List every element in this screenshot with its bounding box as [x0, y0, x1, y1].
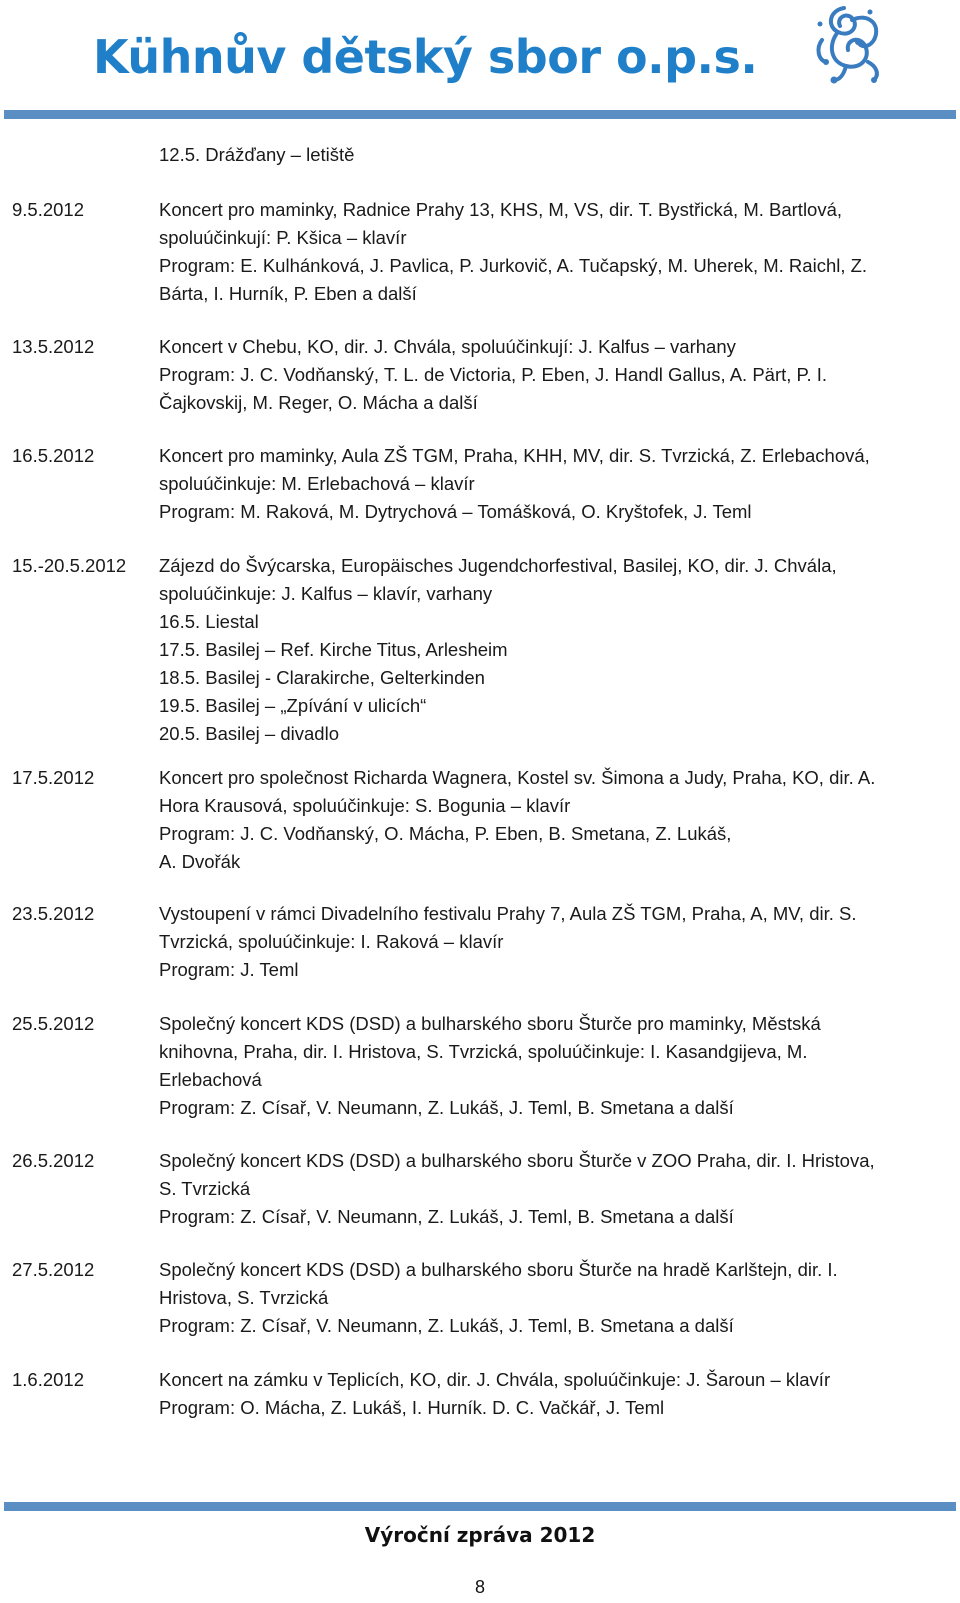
event-date: 13.5.2012: [12, 336, 95, 357]
event-line: Program: Z. Císař, V. Neumann, Z. Lukáš, J. Teml, B. Smetana a další: [159, 1206, 734, 1227]
page-header: [0, 0, 960, 125]
event-description: [159, 552, 959, 748]
event-line: Čajkovskij, M. Reger, O. Mácha a další: [159, 392, 478, 413]
event-line: 20.5. Basilej – divadlo: [159, 723, 339, 744]
event-date: 16.5.2012: [12, 445, 95, 466]
event-line: Společný koncert KDS (DSD) a bulharského sboru Šturče na hradě Karlštejn, dir. I.: [159, 1259, 838, 1280]
event-date: 26.5.2012: [12, 1150, 95, 1171]
event-line: 16.5. Liestal: [159, 611, 259, 632]
event-date: 1.6.2012: [12, 1369, 85, 1390]
event-line: Hora Krausová, spoluúčinkuje: S. Bogunia – klavír: [159, 795, 571, 816]
event-line: Společný koncert KDS (DSD) a bulharského sboru Šturče pro maminky, Městská: [159, 1013, 821, 1034]
event-description: [159, 1010, 959, 1122]
page-number: 8: [474, 1577, 485, 1597]
event-line: Program: J. C. Vodňanský, T. L. de Victoria, P. Eben, J. Handl Gallus, A. Pärt, P. I.: [159, 364, 828, 385]
event-description: [159, 196, 959, 308]
event-description: [159, 442, 959, 526]
event-line: 17.5. Basilej – Ref. Kirche Titus, Arlesheim: [159, 639, 508, 660]
event-date: 23.5.2012: [12, 903, 95, 924]
event-line: Koncert na zámku v Teplicích, KO, dir. J. Chvála, spoluúčinkuje: J. Šaroun – klavír: [159, 1369, 831, 1390]
event-line: Erlebachová: [159, 1069, 262, 1090]
event-line: Hristova, S. Tvrzická: [159, 1287, 329, 1308]
event-line: spoluúčinkují: P. Kšica – klavír: [159, 227, 407, 248]
event-description: [159, 900, 959, 984]
event-line: Program: M. Raková, M. Dytrychová – Tomášková, O. Kryštofek, J. Teml: [159, 501, 752, 522]
report-title: Výroční zpráva 2012: [364, 1523, 596, 1547]
event-line: spoluúčinkuje: M. Erlebachová – klavír: [159, 473, 475, 494]
event-line: 12.5. Drážďany – letiště: [159, 144, 355, 165]
event-line: Zájezd do Švýcarska, Europäisches Jugendchorfestival, Basilej, KO, dir. J. Chvála,: [159, 555, 837, 576]
event-description: [159, 1256, 959, 1340]
event-line: Program: E. Kulhánková, J. Pavlica, P. Jurkovič, A. Tučapský, M. Uherek, M. Raichl, Z.: [159, 255, 868, 276]
treble-clef-flourish-icon: [808, 0, 888, 84]
event-description: [159, 333, 959, 417]
event-line: 18.5. Basilej - Clarakirche, Gelterkinden: [159, 667, 485, 688]
event-line: Program: Z. Císař, V. Neumann, Z. Lukáš, J. Teml, B. Smetana a další: [159, 1097, 734, 1118]
event-line: Program: J. C. Vodňanský, O. Mácha, P. Eben, B. Smetana, Z. Lukáš,: [159, 823, 732, 844]
event-line: Koncert pro společnost Richarda Wagnera, Kostel sv. Šimona a Judy, Praha, KO, dir. A.: [159, 767, 876, 788]
event-date: 15.-20.5.2012: [12, 555, 127, 576]
event-date: 9.5.2012: [12, 199, 85, 220]
event-line: spoluúčinkuje: J. Kalfus – klavír, varhany: [159, 583, 493, 604]
event-line: Program: Z. Císař, V. Neumann, Z. Lukáš, J. Teml, B. Smetana a další: [159, 1315, 734, 1336]
event-description: [159, 1147, 959, 1231]
event-line: Program: O. Mácha, Z. Lukáš, I. Hurník. D. C. Vačkář, J. Teml: [159, 1397, 665, 1418]
event-description: [159, 764, 959, 876]
event-line: Koncert pro maminky, Radnice Prahy 13, KHS, M, VS, dir. T. Bystřická, M. Bartlová,: [159, 199, 843, 220]
event-line: Společný koncert KDS (DSD) a bulharského sboru Šturče v ZOO Praha, dir. I. Hristova,: [159, 1150, 875, 1171]
event-line: S. Tvrzická: [159, 1178, 251, 1199]
event-description: [159, 141, 959, 169]
event-description: [159, 1366, 959, 1422]
organization-title: Kühnův dětský sbor o.p.s.: [93, 30, 758, 84]
footer-divider-bar: [4, 1502, 956, 1511]
event-line: A. Dvořák: [159, 851, 241, 872]
event-line: 19.5. Basilej – „Zpívání v ulicích“: [159, 695, 427, 716]
event-line: Vystoupení v rámci Divadelního festivalu Prahy 7, Aula ZŠ TGM, Praha, A, MV, dir. S.: [159, 903, 857, 924]
event-date: 17.5.2012: [12, 767, 95, 788]
event-line: Program: J. Teml: [159, 959, 299, 980]
event-date: 27.5.2012: [12, 1259, 95, 1280]
header-divider-bar: [4, 110, 956, 119]
event-line: Koncert v Chebu, KO, dir. J. Chvála, spoluúčinkují: J. Kalfus – varhany: [159, 336, 736, 357]
event-date: 25.5.2012: [12, 1013, 95, 1034]
event-line: knihovna, Praha, dir. I. Hristova, S. Tvrzická, spoluúčinkuje: I. Kasandgijeva, M.: [159, 1041, 808, 1062]
event-line: Tvrzická, spoluúčinkuje: I. Raková – klavír: [159, 931, 504, 952]
event-line: Koncert pro maminky, Aula ZŠ TGM, Praha, KHH, MV, dir. S. Tvrzická, Z. Erlebachová,: [159, 445, 870, 466]
event-line: Bárta, I. Hurník, P. Eben a další: [159, 283, 417, 304]
